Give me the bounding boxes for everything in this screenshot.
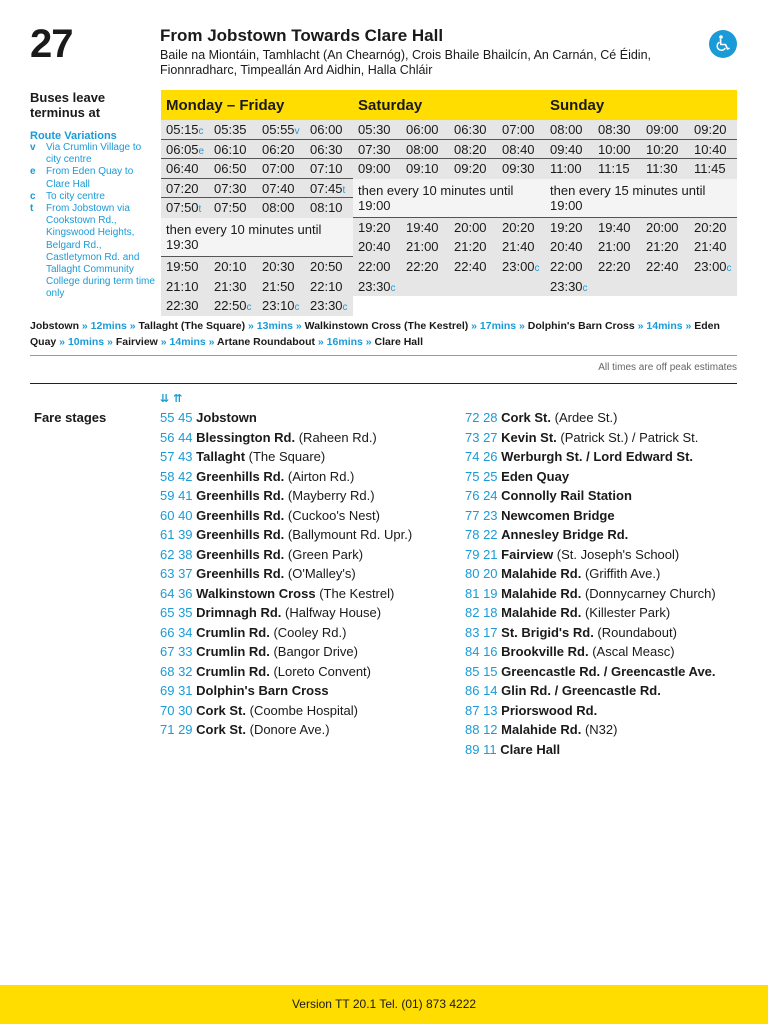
departure-time: 06:50	[209, 159, 257, 179]
divider	[30, 355, 737, 356]
departure-time: 07:50t	[166, 200, 202, 216]
fare-stage-number: 67 33	[160, 644, 197, 659]
fare-stage-stop: Greenhills Rd.	[196, 488, 285, 503]
fare-stage-number: 60 40	[160, 507, 197, 523]
route-variation-marker: e	[198, 145, 205, 157]
route-number: 27	[30, 22, 73, 66]
departure-time: 20:50	[310, 258, 343, 274]
departure-times	[545, 218, 737, 296]
fare-stage-row	[160, 506, 412, 526]
journey-stop: Clare Hall	[374, 336, 423, 348]
fare-stage-number: 57 43	[160, 449, 197, 464]
fare-stage-stop: Crumlin Rd.	[196, 624, 270, 640]
fare-stage-row	[160, 681, 412, 701]
fare-stage-stop: Connolly Rail Station	[501, 488, 632, 503]
fare-stage-row	[465, 467, 716, 487]
fare-stage-number: 71 29	[160, 722, 197, 737]
fare-stage-stop: Priorswood Rd.	[501, 702, 598, 718]
fare-stage-detail: (Green Park)	[284, 546, 364, 562]
route-variation-text: To city centre	[46, 190, 105, 202]
fare-stage-row	[160, 525, 412, 545]
journey-time: » 12mins »	[79, 320, 139, 332]
departure-time: 20:00	[454, 219, 487, 235]
fare-stage-row	[465, 486, 716, 506]
departure-time: 06:20	[257, 140, 305, 160]
fare-stage-row	[465, 740, 716, 760]
journey-time: » 14mins »	[634, 320, 695, 332]
departure-time: 21:40	[502, 239, 535, 255]
fare-stage-detail: (Mayberry Rd.)	[284, 488, 375, 503]
departure-time: 21:00	[406, 239, 439, 255]
fare-stage-stop: Crumlin Rd.	[196, 663, 270, 679]
fare-stage-number: 59 41	[160, 488, 197, 503]
fare-stage-stop: Greenhills Rd.	[196, 507, 285, 523]
fare-stage-row	[465, 681, 716, 701]
departure-time: 11:00	[550, 161, 582, 177]
departure-time: 07:10	[305, 159, 353, 179]
departure-time: 06:00	[401, 120, 449, 140]
fare-stage-number: 72 28	[465, 410, 502, 425]
route-variations-heading: Route Variations	[30, 130, 117, 142]
route-variation-marker: c	[534, 262, 540, 274]
departure-time: 09:00	[641, 120, 689, 140]
fare-stage-row	[465, 564, 716, 584]
fare-stage-number: 64 36	[160, 585, 197, 601]
fare-stage-detail: (The Square)	[245, 449, 326, 464]
frequency-note: then every 10 minutes until 19:00	[353, 179, 545, 218]
journey-time: » 16mins »	[315, 336, 375, 348]
route-variation-marker: c	[246, 302, 252, 314]
departure-time: 07:00	[497, 120, 545, 140]
departure-time: 05:55v	[257, 120, 305, 140]
terminus-sidebar	[30, 90, 158, 301]
route-variation-item	[30, 191, 158, 203]
route-variation-marker: c	[582, 282, 588, 294]
fare-stage-number: 76 24	[465, 488, 502, 503]
route-variation-item	[30, 203, 158, 301]
route-variation-text: From Jobstown via Cookstown Rd., Kingswood Heights, Belgard Rd., Castletymon Rd. and Tallaght Community College during term time only	[46, 203, 155, 300]
fare-stage-number: 56 44	[160, 429, 197, 445]
day-heading: Monday – Friday	[161, 90, 353, 120]
fare-stage-stop: Malahide Rd.	[501, 605, 582, 620]
fare-stages-column-left	[160, 408, 412, 740]
fare-stage-number: 80 20	[465, 566, 502, 581]
departure-time: 07:30	[353, 140, 401, 160]
fare-stage-row	[160, 642, 412, 662]
fare-stage-stop: Glin Rd. / Greencastle Rd.	[501, 683, 661, 698]
fare-stage-stop: Cork St.	[501, 410, 551, 425]
fare-stage-detail: (Halfway House)	[281, 605, 382, 620]
fare-stage-row	[160, 428, 412, 448]
fare-stage-detail: (Ardee St.)	[551, 410, 618, 425]
fare-stage-row	[160, 701, 412, 721]
departure-time: 20:30	[262, 258, 295, 274]
route-variation-text: From Eden Quay to Clare Hall	[46, 166, 134, 190]
fare-stage-number: 84 16	[465, 644, 502, 659]
fare-stage-row	[160, 447, 412, 467]
journey-time: » 10mins »	[56, 336, 116, 348]
fare-stage-row	[465, 701, 716, 721]
departure-time: 23:10c	[262, 298, 300, 314]
fare-stage-detail: (Airton Rd.)	[284, 468, 355, 484]
fare-stage-number: 68 32	[160, 663, 197, 679]
terminus-heading: Buses leave terminus at	[30, 90, 106, 120]
departure-time: 07:20	[161, 179, 209, 199]
departure-time: 23:30c	[358, 278, 396, 294]
fare-stage-stop: Greenhills Rd.	[196, 546, 285, 562]
journey-stop: Fairview	[115, 336, 158, 348]
fare-stage-row	[465, 525, 716, 545]
departure-time: 22:40	[646, 258, 679, 274]
departure-time: 23:30c	[550, 278, 588, 294]
fare-stage-number: 88 12	[465, 722, 502, 737]
fare-stage-number: 87 13	[465, 702, 502, 718]
fare-stage-stop: Fairview	[501, 546, 554, 562]
departure-time: 09:10	[406, 161, 439, 177]
departure-time: 11:30	[646, 161, 678, 177]
fare-stage-number: 65 35	[160, 605, 197, 620]
fare-stage-number: 69 31	[160, 683, 197, 698]
fare-stage-stop: Dolphin's Barn Cross	[196, 683, 329, 698]
departure-time: 19:20	[358, 219, 391, 235]
departure-time: 05:35	[209, 120, 257, 140]
fare-stage-stop: Annesley Bridge Rd.	[501, 527, 629, 542]
timetable-saturday	[353, 90, 545, 296]
departure-time: 20:40	[550, 239, 583, 255]
departure-time: 22:20	[598, 258, 631, 274]
departure-time: 06:40	[161, 159, 209, 179]
fare-stages-column-right	[465, 408, 716, 759]
route-variations-list	[30, 142, 158, 301]
fare-stage-row	[160, 662, 412, 682]
departure-time: 09:30	[502, 161, 535, 177]
fare-stage-stop: Blessington Rd.	[196, 429, 296, 445]
route-variation-marker: c	[342, 302, 348, 314]
departure-time: 22:20	[406, 258, 439, 274]
fare-stage-stop: Malahide Rd.	[501, 585, 582, 601]
fare-stage-row	[465, 408, 716, 428]
fare-stage-stop: St. Brigid's Rd.	[501, 624, 594, 640]
fare-stage-stop: Greencastle Rd. / Greencastle Ave.	[501, 663, 716, 679]
fare-stage-detail: (St. Joseph's School)	[553, 546, 680, 562]
departure-time: 22:10	[310, 278, 343, 294]
fare-stage-stop: Greenhills Rd.	[196, 566, 285, 581]
fare-stage-row	[465, 720, 716, 740]
fare-stage-detail: (Cuckoo's Nest)	[284, 507, 380, 523]
journey-stop: Artane Roundabout	[217, 336, 315, 348]
fare-stage-stop: Jobstown	[196, 410, 257, 425]
fare-stage-stop: Malahide Rd.	[501, 566, 582, 581]
fare-stage-detail: (Bangor Drive)	[269, 644, 358, 659]
fare-stage-stop: Drimnagh Rd.	[196, 605, 282, 620]
departure-time: 21:00	[598, 239, 631, 255]
departure-time: 08:20	[449, 140, 497, 160]
departure-time: 21:10	[166, 278, 199, 294]
fare-stage-detail: (Roundabout)	[593, 624, 677, 640]
departure-time: 09:40	[545, 140, 593, 160]
fare-stage-row	[160, 545, 412, 565]
departure-time: 06:00	[305, 120, 353, 140]
fare-stage-number: 73 27	[465, 429, 502, 445]
fare-stage-detail: (Griffith Ave.)	[581, 566, 661, 581]
fare-stage-stop: Greenhills Rd.	[196, 468, 285, 484]
fare-stage-number: 83 17	[465, 624, 502, 640]
departure-time: 06:30	[449, 120, 497, 140]
departure-time: 22:00	[358, 258, 391, 274]
departure-time: 19:40	[406, 219, 439, 235]
departure-time: 11:45	[694, 161, 726, 177]
departure-time: 22:30	[166, 298, 199, 314]
departure-time: 22:00	[550, 258, 583, 274]
departure-time: 08:00	[545, 120, 593, 140]
fare-stage-number: 82 18	[465, 605, 502, 620]
route-variation-code: c	[30, 190, 36, 202]
fare-stage-row	[465, 623, 716, 643]
departure-time: 07:40	[257, 179, 305, 199]
fare-stage-stop: Malahide Rd.	[501, 722, 582, 737]
fare-stage-stop: Kevin St.	[501, 429, 557, 445]
fare-stage-detail: (Killester Park)	[581, 605, 671, 620]
route-variation-marker: c	[390, 282, 396, 294]
fare-stage-stop: Walkinstown Cross	[196, 585, 316, 601]
departure-time: 09:20	[454, 161, 487, 177]
fare-stage-number: 55 45	[160, 410, 197, 425]
fare-stage-number: 70 30	[160, 702, 197, 718]
fare-stage-stop: Werburgh St. / Lord Edward St.	[501, 449, 694, 464]
fare-stage-number: 62 38	[160, 546, 197, 562]
fare-stage-number: 77 23	[465, 507, 502, 523]
fare-stage-row	[160, 486, 412, 506]
fare-stage-row	[160, 564, 412, 584]
route-variation-item	[30, 166, 158, 190]
departure-time: 10:20	[641, 140, 689, 160]
fare-stage-detail: (N32)	[581, 722, 618, 737]
wheelchair-icon	[709, 30, 737, 58]
journey-stop: Tallaght (The Square)	[138, 320, 246, 332]
journey-time: » 14mins »	[157, 336, 217, 348]
fare-stage-row	[465, 506, 716, 526]
departure-times	[353, 218, 545, 296]
fare-stage-row	[465, 603, 716, 623]
fare-stage-number: 81 19	[465, 585, 502, 601]
fare-stage-detail: (Loreto Convent)	[269, 663, 371, 679]
departure-time: 08:10	[310, 200, 343, 216]
departure-time: 07:00	[257, 159, 305, 179]
departure-time: 10:40	[689, 140, 737, 160]
fare-stage-detail: (Donnycarney Church)	[581, 585, 716, 601]
departure-time: 23:00c	[694, 258, 732, 274]
fare-stage-row	[465, 428, 716, 448]
fare-stage-stop: Crumlin Rd.	[196, 644, 270, 659]
footer: Version TT 20.1 Tel. (01) 873 4222	[0, 985, 768, 1024]
departure-time: 06:10	[209, 140, 257, 160]
divider	[30, 383, 737, 384]
route-variation-marker: v	[294, 126, 300, 137]
journey-stop: Eden Quay	[30, 320, 720, 348]
route-variation-item	[30, 142, 158, 166]
departure-time: 21:30	[214, 278, 247, 294]
departure-times	[545, 120, 737, 179]
departure-time: 20:10	[214, 258, 247, 274]
fare-stage-detail: (Raheen Rd.)	[295, 429, 377, 445]
departure-time: 20:20	[502, 219, 535, 235]
fare-stage-stop: Eden Quay	[501, 468, 570, 484]
route-variation-text: Via Crumlin Village to city centre	[46, 142, 142, 166]
fare-stage-number: 75 25	[465, 468, 502, 484]
fare-stage-number: 66 34	[160, 624, 197, 640]
fare-stage-detail: (The Kestrel)	[315, 585, 395, 601]
fare-stage-stop: Cork St.	[196, 722, 246, 737]
route-variation-marker: c	[294, 302, 300, 314]
departure-time: 11:15	[598, 161, 630, 177]
departure-time: 20:00	[646, 219, 679, 235]
fare-stages-label: Fare stages	[34, 410, 107, 425]
fare-stage-row	[465, 642, 716, 662]
fare-stage-detail: (O'Malley's)	[284, 566, 356, 581]
departure-time: 23:00c	[502, 258, 540, 274]
departure-time: 21:50	[262, 278, 295, 294]
fare-stage-row	[160, 603, 412, 623]
departure-times	[161, 120, 353, 218]
fare-stage-number: 89 11	[465, 741, 501, 757]
route-variation-marker: t	[198, 204, 202, 216]
journey-times	[30, 318, 740, 350]
route-variation-marker: c	[726, 262, 732, 274]
fare-stage-row	[465, 662, 716, 682]
departure-time: 05:15c	[161, 120, 209, 140]
fare-stage-row	[160, 720, 412, 740]
route-variation-marker: t	[342, 184, 346, 196]
fare-stage-detail: (Patrick St.) / Patrick St.	[556, 429, 699, 445]
fare-stage-row	[160, 584, 412, 604]
departure-time: 21:40	[694, 239, 727, 255]
frequency-note: then every 10 minutes until 19:30	[161, 218, 353, 257]
departure-time: 20:20	[694, 219, 727, 235]
journey-stop: Jobstown	[30, 320, 79, 332]
departure-time: 21:20	[454, 239, 487, 255]
journey-stop: Walkinstown Cross (The Kestrel)	[304, 320, 469, 332]
departure-time: 06:30	[305, 140, 353, 160]
fare-stage-row	[465, 447, 716, 467]
chevron-down-up-icon: ⇊⇈	[160, 393, 187, 405]
fare-stage-detail: (Donore Ave.)	[246, 722, 330, 737]
departure-time: 08:30	[593, 120, 641, 140]
departure-time: 08:40	[497, 140, 545, 160]
fare-stage-number: 61 39	[160, 527, 197, 542]
departure-time: 22:40	[454, 258, 487, 274]
fare-stage-row	[465, 584, 716, 604]
fare-stage-row	[160, 408, 412, 428]
departure-times	[353, 120, 545, 179]
route-subtitle: Baile na Miontáin, Tamhlacht (An Chearnóg), Crois Bhaile Bhailcín, An Carnán, Cé Éidin, Fionnradharc, Timpeallán Ard Aidhin, Halla Chláir	[160, 48, 652, 77]
fare-stage-number: 74 26	[465, 449, 502, 464]
fare-stage-detail: (Ascal Measc)	[588, 644, 675, 659]
fare-stage-row	[465, 545, 716, 565]
fare-stage-stop: Brookville Rd.	[501, 644, 589, 659]
departure-time: 10:00	[593, 140, 641, 160]
fare-stage-row	[160, 623, 412, 643]
fare-stage-number: 86 14	[465, 683, 502, 698]
departure-time: 19:50	[166, 258, 199, 274]
departure-time: 08:00	[262, 200, 295, 216]
journey-time: » 17mins »	[468, 320, 528, 332]
journey-time: » 13mins »	[245, 320, 305, 332]
fare-stage-stop: Tallaght	[196, 449, 246, 464]
fare-stage-number: 58 42	[160, 468, 197, 484]
fare-stage-number: 78 22	[465, 527, 502, 542]
fare-stage-number: 79 21	[465, 546, 502, 562]
fare-stage-detail: (Coombe Hospital)	[246, 702, 358, 718]
departure-time: 09:20	[689, 120, 737, 140]
fare-stage-detail: (Ballymount Rd. Upr.)	[284, 527, 413, 542]
route-variation-code: e	[30, 166, 36, 178]
departure-time: 19:40	[598, 219, 631, 235]
departure-time: 07:30	[209, 179, 257, 199]
fare-stage-number: 85 15	[465, 663, 502, 679]
fare-stage-stop: Clare Hall	[500, 741, 561, 757]
departure-time: 21:20	[646, 239, 679, 255]
departure-times	[161, 257, 353, 316]
off-peak-note: All times are off peak estimates	[598, 362, 737, 373]
timetable-sunday	[545, 90, 737, 296]
fare-stage-stop: Greenhills Rd.	[196, 527, 285, 542]
frequency-note: then every 15 minutes until 19:00	[545, 179, 737, 218]
route-variation-marker: c	[198, 126, 204, 137]
route-variation-code: t	[30, 203, 34, 215]
departure-time: 06:05e	[161, 140, 209, 160]
departure-time: 22:50c	[214, 298, 252, 314]
fare-stage-number: 63 37	[160, 566, 197, 581]
day-heading: Sunday	[545, 90, 737, 120]
route-variation-code: v	[30, 142, 36, 153]
timetable-monday-friday	[161, 90, 353, 316]
day-heading: Saturday	[353, 90, 545, 120]
fare-stage-row	[160, 467, 412, 487]
departure-time: 05:30	[353, 120, 401, 140]
fare-stage-stop: Newcomen Bridge	[501, 507, 615, 523]
departure-time: 19:20	[550, 219, 583, 235]
departure-time: 23:30c	[310, 298, 348, 314]
fare-stage-stop: Cork St.	[196, 702, 246, 718]
fare-stage-detail: (Cooley Rd.)	[269, 624, 347, 640]
departure-time: 07:45t	[305, 179, 353, 199]
route-title: From Jobstown Towards Clare Hall	[160, 26, 444, 45]
departure-time: 20:40	[358, 239, 391, 255]
departure-time: 09:00	[358, 161, 391, 177]
departure-time: 08:00	[401, 140, 449, 160]
journey-stop: Dolphin's Barn Cross	[527, 320, 635, 332]
departure-time: 07:50	[214, 200, 247, 216]
